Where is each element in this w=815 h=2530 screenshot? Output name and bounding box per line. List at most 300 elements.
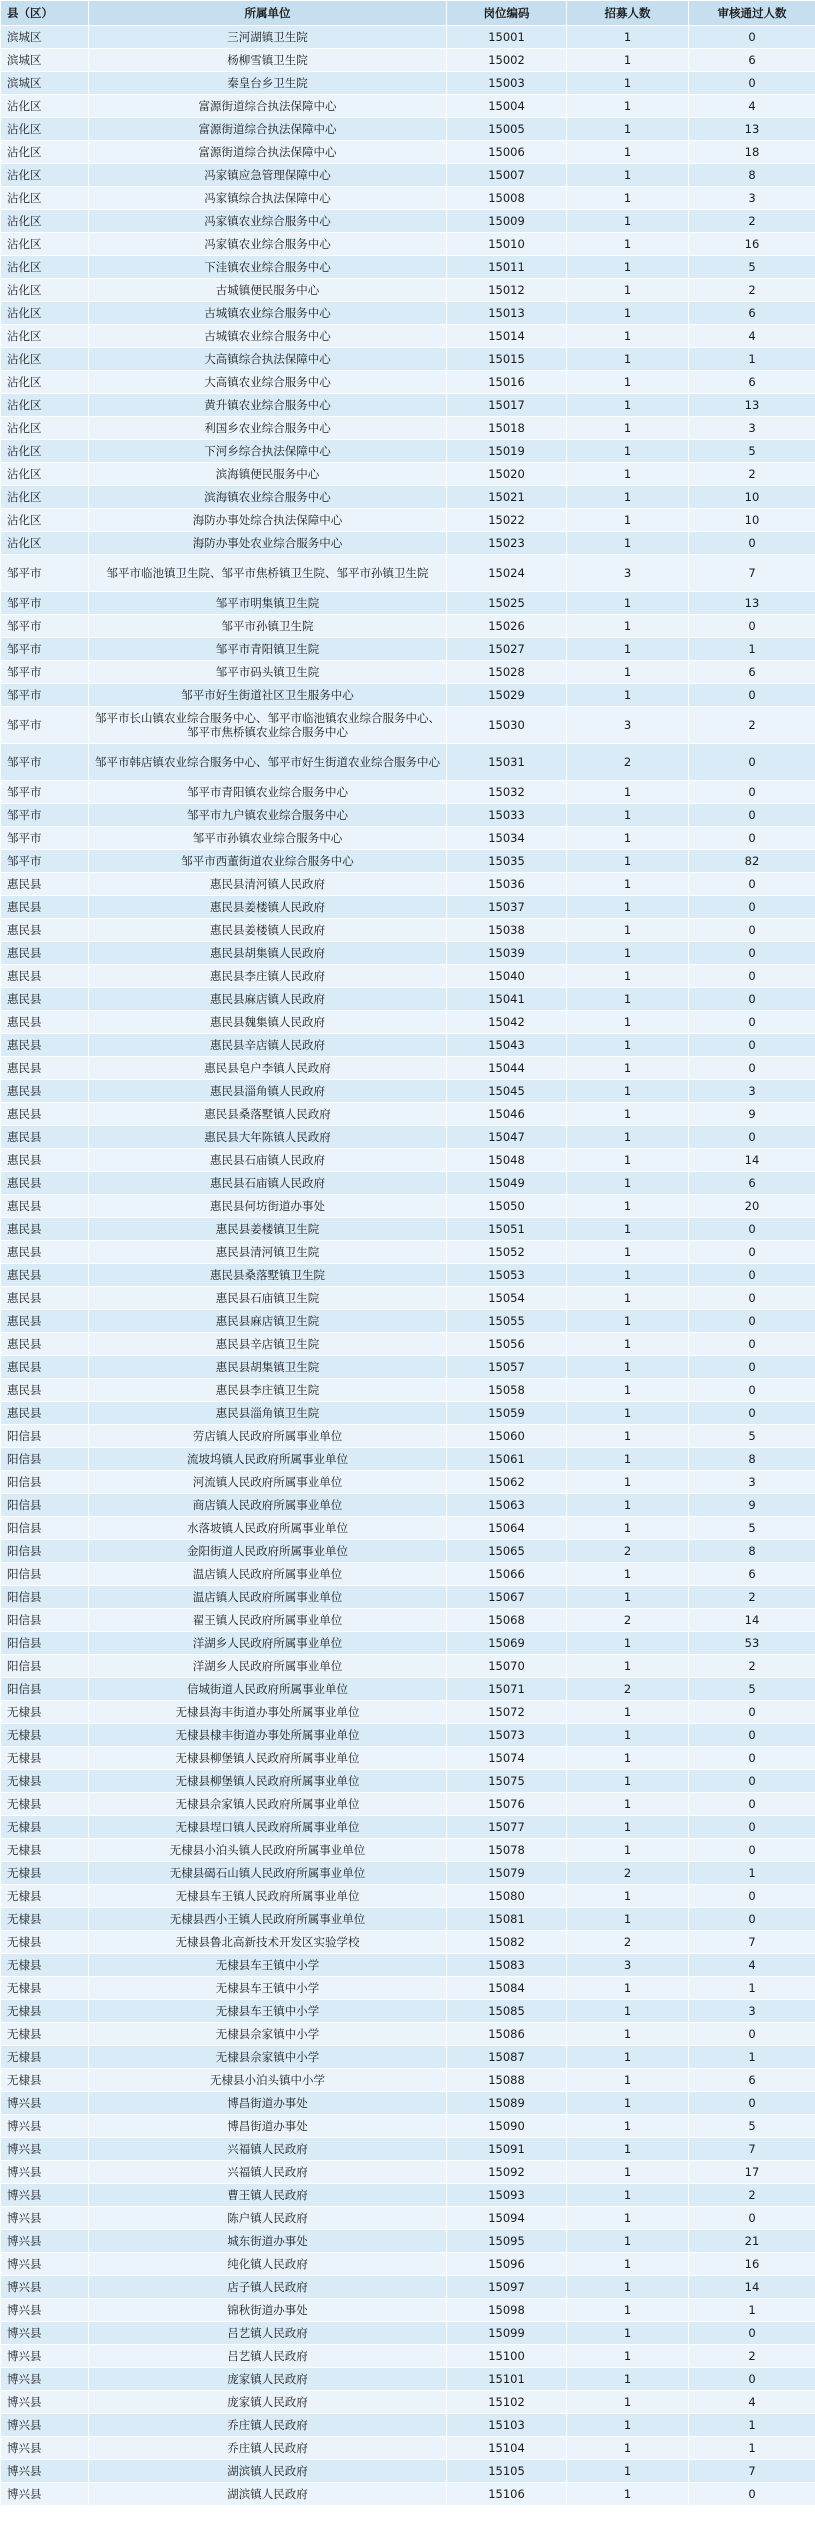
cell-county: 惠民县: [1, 919, 89, 942]
cell-passed: 2: [689, 1655, 815, 1678]
cell-unit: 无棣县车王镇中小学: [89, 1977, 447, 2000]
cell-code: 15066: [447, 1563, 567, 1586]
cell-unit: 陈户镇人民政府: [89, 2207, 447, 2230]
table-row: [1, 850, 815, 873]
cell-recruit: 1: [567, 1264, 689, 1287]
cell-county: 惠民县: [1, 1149, 89, 1172]
cell-passed: 0: [689, 1885, 815, 1908]
cell-recruit: 1: [567, 95, 689, 118]
cell-county: 阳信县: [1, 1655, 89, 1678]
cell-recruit: 1: [567, 141, 689, 164]
cell-passed: 0: [689, 26, 815, 49]
cell-county: 邹平市: [1, 781, 89, 804]
cell-county: 无棣县: [1, 1977, 89, 2000]
table-row: [1, 49, 815, 72]
cell-recruit: 1: [567, 2368, 689, 2391]
cell-unit: 无棣县小泊头镇人民政府所属事业单位: [89, 1839, 447, 1862]
cell-recruit: 1: [567, 1563, 689, 1586]
table-row: [1, 2345, 815, 2368]
cell-county: 邹平市: [1, 615, 89, 638]
table-row: [1, 1586, 815, 1609]
cell-unit: 水落坡镇人民政府所属事业单位: [89, 1517, 447, 1540]
cell-recruit: 1: [567, 638, 689, 661]
table-row: [1, 1149, 815, 1172]
cell-county: 沾化区: [1, 371, 89, 394]
table-row: [1, 1816, 815, 1839]
cell-recruit: 1: [567, 2161, 689, 2184]
cell-unit: 惠民县姜楼镇人民政府: [89, 919, 447, 942]
cell-county: 博兴县: [1, 2184, 89, 2207]
cell-code: 15024: [447, 555, 567, 592]
cell-unit: 店子镇人民政府: [89, 2276, 447, 2299]
cell-code: 15030: [447, 707, 567, 744]
table-row: [1, 2000, 815, 2023]
table-row: [1, 1103, 815, 1126]
cell-passed: 17: [689, 2161, 815, 2184]
header-county: 县（区）: [1, 1, 89, 26]
table-row: [1, 118, 815, 141]
cell-unit: 惠民县石庙镇人民政府: [89, 1149, 447, 1172]
cell-unit: 流坡坞镇人民政府所属事业单位: [89, 1448, 447, 1471]
cell-passed: 10: [689, 486, 815, 509]
cell-code: 15069: [447, 1632, 567, 1655]
cell-recruit: 1: [567, 1310, 689, 1333]
table-row: [1, 1494, 815, 1517]
cell-county: 无棣县: [1, 2046, 89, 2069]
cell-code: 15034: [447, 827, 567, 850]
cell-unit: 曹王镇人民政府: [89, 2184, 447, 2207]
cell-passed: 7: [689, 1931, 815, 1954]
cell-unit: 吕艺镇人民政府: [89, 2345, 447, 2368]
cell-unit: 翟王镇人民政府所属事业单位: [89, 1609, 447, 1632]
cell-code: 15019: [447, 440, 567, 463]
cell-code: 15103: [447, 2414, 567, 2437]
cell-unit: 惠民县姜楼镇卫生院: [89, 1218, 447, 1241]
cell-code: 15038: [447, 919, 567, 942]
cell-passed: 5: [689, 2115, 815, 2138]
cell-unit: 古城镇便民服务中心: [89, 279, 447, 302]
cell-recruit: 1: [567, 2414, 689, 2437]
cell-recruit: 1: [567, 1333, 689, 1356]
cell-code: 15064: [447, 1517, 567, 1540]
cell-county: 邹平市: [1, 827, 89, 850]
table-row: [1, 2207, 815, 2230]
cell-passed: 2: [689, 463, 815, 486]
cell-county: 惠民县: [1, 1310, 89, 1333]
cell-unit: 邹平市青阳镇农业综合服务中心: [89, 781, 447, 804]
table-row: [1, 1908, 815, 1931]
table-row: [1, 1195, 815, 1218]
cell-unit: 古城镇农业综合服务中心: [89, 302, 447, 325]
cell-county: 博兴县: [1, 2138, 89, 2161]
cell-code: 15074: [447, 1747, 567, 1770]
table-row: [1, 394, 815, 417]
cell-code: 15012: [447, 279, 567, 302]
cell-code: 15099: [447, 2322, 567, 2345]
cell-passed: 0: [689, 684, 815, 707]
cell-passed: 0: [689, 2207, 815, 2230]
cell-unit: 温店镇人民政府所属事业单位: [89, 1586, 447, 1609]
cell-recruit: 1: [567, 1402, 689, 1425]
cell-unit: 金阳街道人民政府所属事业单位: [89, 1540, 447, 1563]
table-row: [1, 1011, 815, 1034]
cell-unit: 冯家镇农业综合服务中心: [89, 210, 447, 233]
cell-county: 博兴县: [1, 2322, 89, 2345]
cell-passed: 0: [689, 1287, 815, 1310]
cell-unit: 惠民县皂户李镇人民政府: [89, 1057, 447, 1080]
cell-code: 15050: [447, 1195, 567, 1218]
table-row: [1, 1862, 815, 1885]
cell-code: 15053: [447, 1264, 567, 1287]
cell-passed: 2: [689, 279, 815, 302]
cell-code: 15057: [447, 1356, 567, 1379]
table-row: [1, 1747, 815, 1770]
cell-code: 15029: [447, 684, 567, 707]
cell-recruit: 1: [567, 233, 689, 256]
cell-unit: 邹平市孙镇农业综合服务中心: [89, 827, 447, 850]
cell-passed: 1: [689, 2437, 815, 2460]
cell-county: 沾化区: [1, 348, 89, 371]
cell-county: 阳信县: [1, 1678, 89, 1701]
cell-code: 15021: [447, 486, 567, 509]
cell-unit: 秦皇台乡卫生院: [89, 72, 447, 95]
cell-recruit: 1: [567, 1379, 689, 1402]
table-row: [1, 2276, 815, 2299]
cell-county: 博兴县: [1, 2368, 89, 2391]
cell-recruit: 1: [567, 26, 689, 49]
cell-recruit: 1: [567, 394, 689, 417]
cell-unit: 惠民县辛店镇卫生院: [89, 1333, 447, 1356]
cell-code: 15096: [447, 2253, 567, 2276]
cell-unit: 邹平市西董街道农业综合服务中心: [89, 850, 447, 873]
cell-recruit: 1: [567, 965, 689, 988]
cell-county: 无棣县: [1, 1862, 89, 1885]
cell-code: 15003: [447, 72, 567, 95]
cell-recruit: 1: [567, 486, 689, 509]
cell-county: 邹平市: [1, 684, 89, 707]
cell-unit: 信城街道人民政府所属事业单位: [89, 1678, 447, 1701]
table-row: [1, 1425, 815, 1448]
cell-recruit: 1: [567, 2092, 689, 2115]
cell-passed: 0: [689, 744, 815, 781]
cell-unit: 邹平市临池镇卫生院、邹平市焦桥镇卫生院、邹平市孙镇卫生院: [89, 555, 447, 592]
cell-county: 惠民县: [1, 896, 89, 919]
cell-recruit: 1: [567, 1632, 689, 1655]
table-row: [1, 1402, 815, 1425]
cell-passed: 18: [689, 141, 815, 164]
table-row: [1, 1839, 815, 1862]
cell-unit: 锦秋街道办事处: [89, 2299, 447, 2322]
cell-code: 15090: [447, 2115, 567, 2138]
cell-recruit: 1: [567, 661, 689, 684]
cell-county: 惠民县: [1, 1126, 89, 1149]
cell-passed: 0: [689, 827, 815, 850]
cell-unit: 滨海镇农业综合服务中心: [89, 486, 447, 509]
cell-passed: 3: [689, 1471, 815, 1494]
cell-unit: 邹平市长山镇农业综合服务中心、邹平市临池镇农业综合服务中心、邹平市焦桥镇农业综合服务中心: [89, 707, 447, 744]
table-row: [1, 1379, 815, 1402]
cell-code: 15043: [447, 1034, 567, 1057]
cell-unit: 惠民县李庄镇卫生院: [89, 1379, 447, 1402]
table-row: [1, 1931, 815, 1954]
cell-unit: 惠民县清河镇人民政府: [89, 873, 447, 896]
cell-passed: 8: [689, 1540, 815, 1563]
table-row: [1, 1448, 815, 1471]
cell-passed: 9: [689, 1103, 815, 1126]
cell-code: 15032: [447, 781, 567, 804]
cell-code: 15078: [447, 1839, 567, 1862]
cell-passed: 0: [689, 1356, 815, 1379]
table-row: [1, 744, 815, 781]
cell-unit: 庞家镇人民政府: [89, 2368, 447, 2391]
cell-recruit: 1: [567, 2046, 689, 2069]
cell-county: 无棣县: [1, 1931, 89, 1954]
cell-passed: 6: [689, 1172, 815, 1195]
cell-county: 惠民县: [1, 988, 89, 1011]
cell-unit: 大高镇综合执法保障中心: [89, 348, 447, 371]
cell-unit: 惠民县石庙镇人民政府: [89, 1172, 447, 1195]
cell-unit: 惠民县魏集镇人民政府: [89, 1011, 447, 1034]
cell-county: 博兴县: [1, 2253, 89, 2276]
cell-county: 无棣县: [1, 1816, 89, 1839]
cell-recruit: 1: [567, 942, 689, 965]
cell-recruit: 1: [567, 1494, 689, 1517]
cell-code: 15106: [447, 2483, 567, 2506]
cell-code: 15016: [447, 371, 567, 394]
cell-passed: 1: [689, 2414, 815, 2437]
cell-county: 博兴县: [1, 2437, 89, 2460]
cell-passed: 6: [689, 1563, 815, 1586]
cell-recruit: 1: [567, 1885, 689, 1908]
table-row: [1, 592, 815, 615]
cell-code: 15082: [447, 1931, 567, 1954]
cell-recruit: 1: [567, 1655, 689, 1678]
cell-code: 15075: [447, 1770, 567, 1793]
table-row: [1, 2230, 815, 2253]
cell-county: 滨城区: [1, 26, 89, 49]
cell-code: 15087: [447, 2046, 567, 2069]
cell-passed: 0: [689, 1264, 815, 1287]
cell-code: 15070: [447, 1655, 567, 1678]
table-row: [1, 1057, 815, 1080]
cell-recruit: 1: [567, 1195, 689, 1218]
cell-unit: 惠民县胡集镇卫生院: [89, 1356, 447, 1379]
table-row: [1, 1977, 815, 2000]
cell-passed: 13: [689, 118, 815, 141]
cell-passed: 14: [689, 2276, 815, 2299]
cell-code: 15077: [447, 1816, 567, 1839]
cell-recruit: 1: [567, 463, 689, 486]
cell-code: 15022: [447, 509, 567, 532]
cell-recruit: 1: [567, 873, 689, 896]
cell-code: 15046: [447, 1103, 567, 1126]
cell-code: 15094: [447, 2207, 567, 2230]
cell-passed: 6: [689, 2069, 815, 2092]
cell-passed: 0: [689, 1816, 815, 1839]
cell-code: 15007: [447, 164, 567, 187]
cell-passed: 2: [689, 2184, 815, 2207]
cell-unit: 三河湖镇卫生院: [89, 26, 447, 49]
cell-code: 15040: [447, 965, 567, 988]
table-row: [1, 2368, 815, 2391]
cell-unit: 兴福镇人民政府: [89, 2138, 447, 2161]
table-row: [1, 1126, 815, 1149]
cell-county: 博兴县: [1, 2391, 89, 2414]
cell-code: 15026: [447, 615, 567, 638]
cell-recruit: 1: [567, 827, 689, 850]
cell-county: 无棣县: [1, 2069, 89, 2092]
cell-recruit: 2: [567, 1540, 689, 1563]
cell-unit: 无棣县小泊头镇中小学: [89, 2069, 447, 2092]
cell-recruit: 1: [567, 187, 689, 210]
cell-code: 15102: [447, 2391, 567, 2414]
cell-passed: 5: [689, 440, 815, 463]
cell-county: 无棣县: [1, 1701, 89, 1724]
table-row: [1, 2046, 815, 2069]
table-row: [1, 2069, 815, 2092]
cell-recruit: 1: [567, 1471, 689, 1494]
cell-unit: 兴福镇人民政府: [89, 2161, 447, 2184]
cell-county: 博兴县: [1, 2414, 89, 2437]
cell-unit: 纯化镇人民政府: [89, 2253, 447, 2276]
cell-code: 15080: [447, 1885, 567, 1908]
cell-county: 无棣县: [1, 1954, 89, 1977]
header-passed: 审核通过人数: [689, 1, 815, 26]
cell-recruit: 1: [567, 615, 689, 638]
cell-code: 15091: [447, 2138, 567, 2161]
cell-code: 15008: [447, 187, 567, 210]
table-row: [1, 781, 815, 804]
cell-recruit: 1: [567, 988, 689, 1011]
cell-passed: 5: [689, 1425, 815, 1448]
cell-code: 15013: [447, 302, 567, 325]
cell-passed: 2: [689, 210, 815, 233]
cell-unit: 惠民县麻店镇卫生院: [89, 1310, 447, 1333]
cell-unit: 惠民县胡集镇人民政府: [89, 942, 447, 965]
cell-unit: 湖滨镇人民政府: [89, 2460, 447, 2483]
cell-recruit: 1: [567, 1747, 689, 1770]
cell-recruit: 1: [567, 919, 689, 942]
table-row: [1, 1701, 815, 1724]
table-row: [1, 2391, 815, 2414]
header-recruit: 招募人数: [567, 1, 689, 26]
cell-recruit: 1: [567, 781, 689, 804]
table-row: [1, 2253, 815, 2276]
cell-code: 15089: [447, 2092, 567, 2115]
cell-recruit: 1: [567, 592, 689, 615]
table-row: [1, 1080, 815, 1103]
cell-code: 15059: [447, 1402, 567, 1425]
cell-unit: 惠民县桑落墅镇卫生院: [89, 1264, 447, 1287]
cell-unit: 冯家镇综合执法保障中心: [89, 187, 447, 210]
cell-code: 15056: [447, 1333, 567, 1356]
cell-unit: 无棣县车王镇人民政府所属事业单位: [89, 1885, 447, 1908]
cell-unit: 惠民县何坊街道办事处: [89, 1195, 447, 1218]
cell-passed: 0: [689, 1379, 815, 1402]
table-row: [1, 896, 815, 919]
cell-code: 15020: [447, 463, 567, 486]
table-row: [1, 1172, 815, 1195]
cell-passed: 0: [689, 1011, 815, 1034]
cell-unit: 富源街道综合执法保障中心: [89, 95, 447, 118]
table-row: [1, 26, 815, 49]
cell-county: 惠民县: [1, 1356, 89, 1379]
cell-recruit: 1: [567, 72, 689, 95]
cell-recruit: 1: [567, 509, 689, 532]
cell-recruit: 1: [567, 49, 689, 72]
cell-unit: 惠民县李庄镇人民政府: [89, 965, 447, 988]
cell-code: 15105: [447, 2460, 567, 2483]
cell-county: 滨城区: [1, 72, 89, 95]
cell-unit: 杨柳雪镇卫生院: [89, 49, 447, 72]
cell-county: 阳信县: [1, 1563, 89, 1586]
cell-unit: 洋湖乡人民政府所属事业单位: [89, 1655, 447, 1678]
cell-county: 惠民县: [1, 1379, 89, 1402]
cell-code: 15023: [447, 532, 567, 555]
table-row: [1, 2483, 815, 2506]
cell-code: 15081: [447, 1908, 567, 1931]
table-row: [1, 1724, 815, 1747]
cell-unit: 无棣县佘家镇人民政府所属事业单位: [89, 1793, 447, 1816]
table-row: [1, 95, 815, 118]
cell-code: 15028: [447, 661, 567, 684]
table-row: [1, 417, 815, 440]
table-row: [1, 187, 815, 210]
cell-unit: 滨海镇便民服务中心: [89, 463, 447, 486]
cell-county: 阳信县: [1, 1494, 89, 1517]
table-row: [1, 532, 815, 555]
cell-recruit: 1: [567, 348, 689, 371]
cell-unit: 惠民县姜楼镇人民政府: [89, 896, 447, 919]
cell-recruit: 1: [567, 1701, 689, 1724]
cell-county: 沾化区: [1, 463, 89, 486]
cell-county: 沾化区: [1, 141, 89, 164]
cell-code: 15035: [447, 850, 567, 873]
cell-passed: 0: [689, 2023, 815, 2046]
cell-recruit: 3: [567, 707, 689, 744]
table-body: [1, 26, 815, 2506]
cell-recruit: 1: [567, 1103, 689, 1126]
cell-code: 15076: [447, 1793, 567, 1816]
cell-passed: 0: [689, 72, 815, 95]
table-row: [1, 2322, 815, 2345]
cell-passed: 0: [689, 1908, 815, 1931]
cell-code: 15067: [447, 1586, 567, 1609]
cell-county: 惠民县: [1, 1195, 89, 1218]
cell-unit: 无棣县碣石山镇人民政府所属事业单位: [89, 1862, 447, 1885]
cell-code: 15044: [447, 1057, 567, 1080]
cell-passed: 0: [689, 1839, 815, 1862]
table-row: [1, 988, 815, 1011]
cell-code: 15018: [447, 417, 567, 440]
cell-passed: 0: [689, 1402, 815, 1425]
cell-recruit: 1: [567, 2230, 689, 2253]
cell-passed: 0: [689, 942, 815, 965]
cell-code: 15092: [447, 2161, 567, 2184]
cell-code: 15051: [447, 1218, 567, 1241]
cell-unit: 无棣县佘家镇中小学: [89, 2046, 447, 2069]
cell-code: 15031: [447, 744, 567, 781]
table-row: [1, 804, 815, 827]
cell-passed: 1: [689, 2299, 815, 2322]
cell-unit: 温店镇人民政府所属事业单位: [89, 1563, 447, 1586]
cell-county: 阳信县: [1, 1632, 89, 1655]
cell-code: 15058: [447, 1379, 567, 1402]
cell-passed: 0: [689, 2092, 815, 2115]
cell-code: 15071: [447, 1678, 567, 1701]
cell-county: 邹平市: [1, 744, 89, 781]
cell-recruit: 1: [567, 325, 689, 348]
